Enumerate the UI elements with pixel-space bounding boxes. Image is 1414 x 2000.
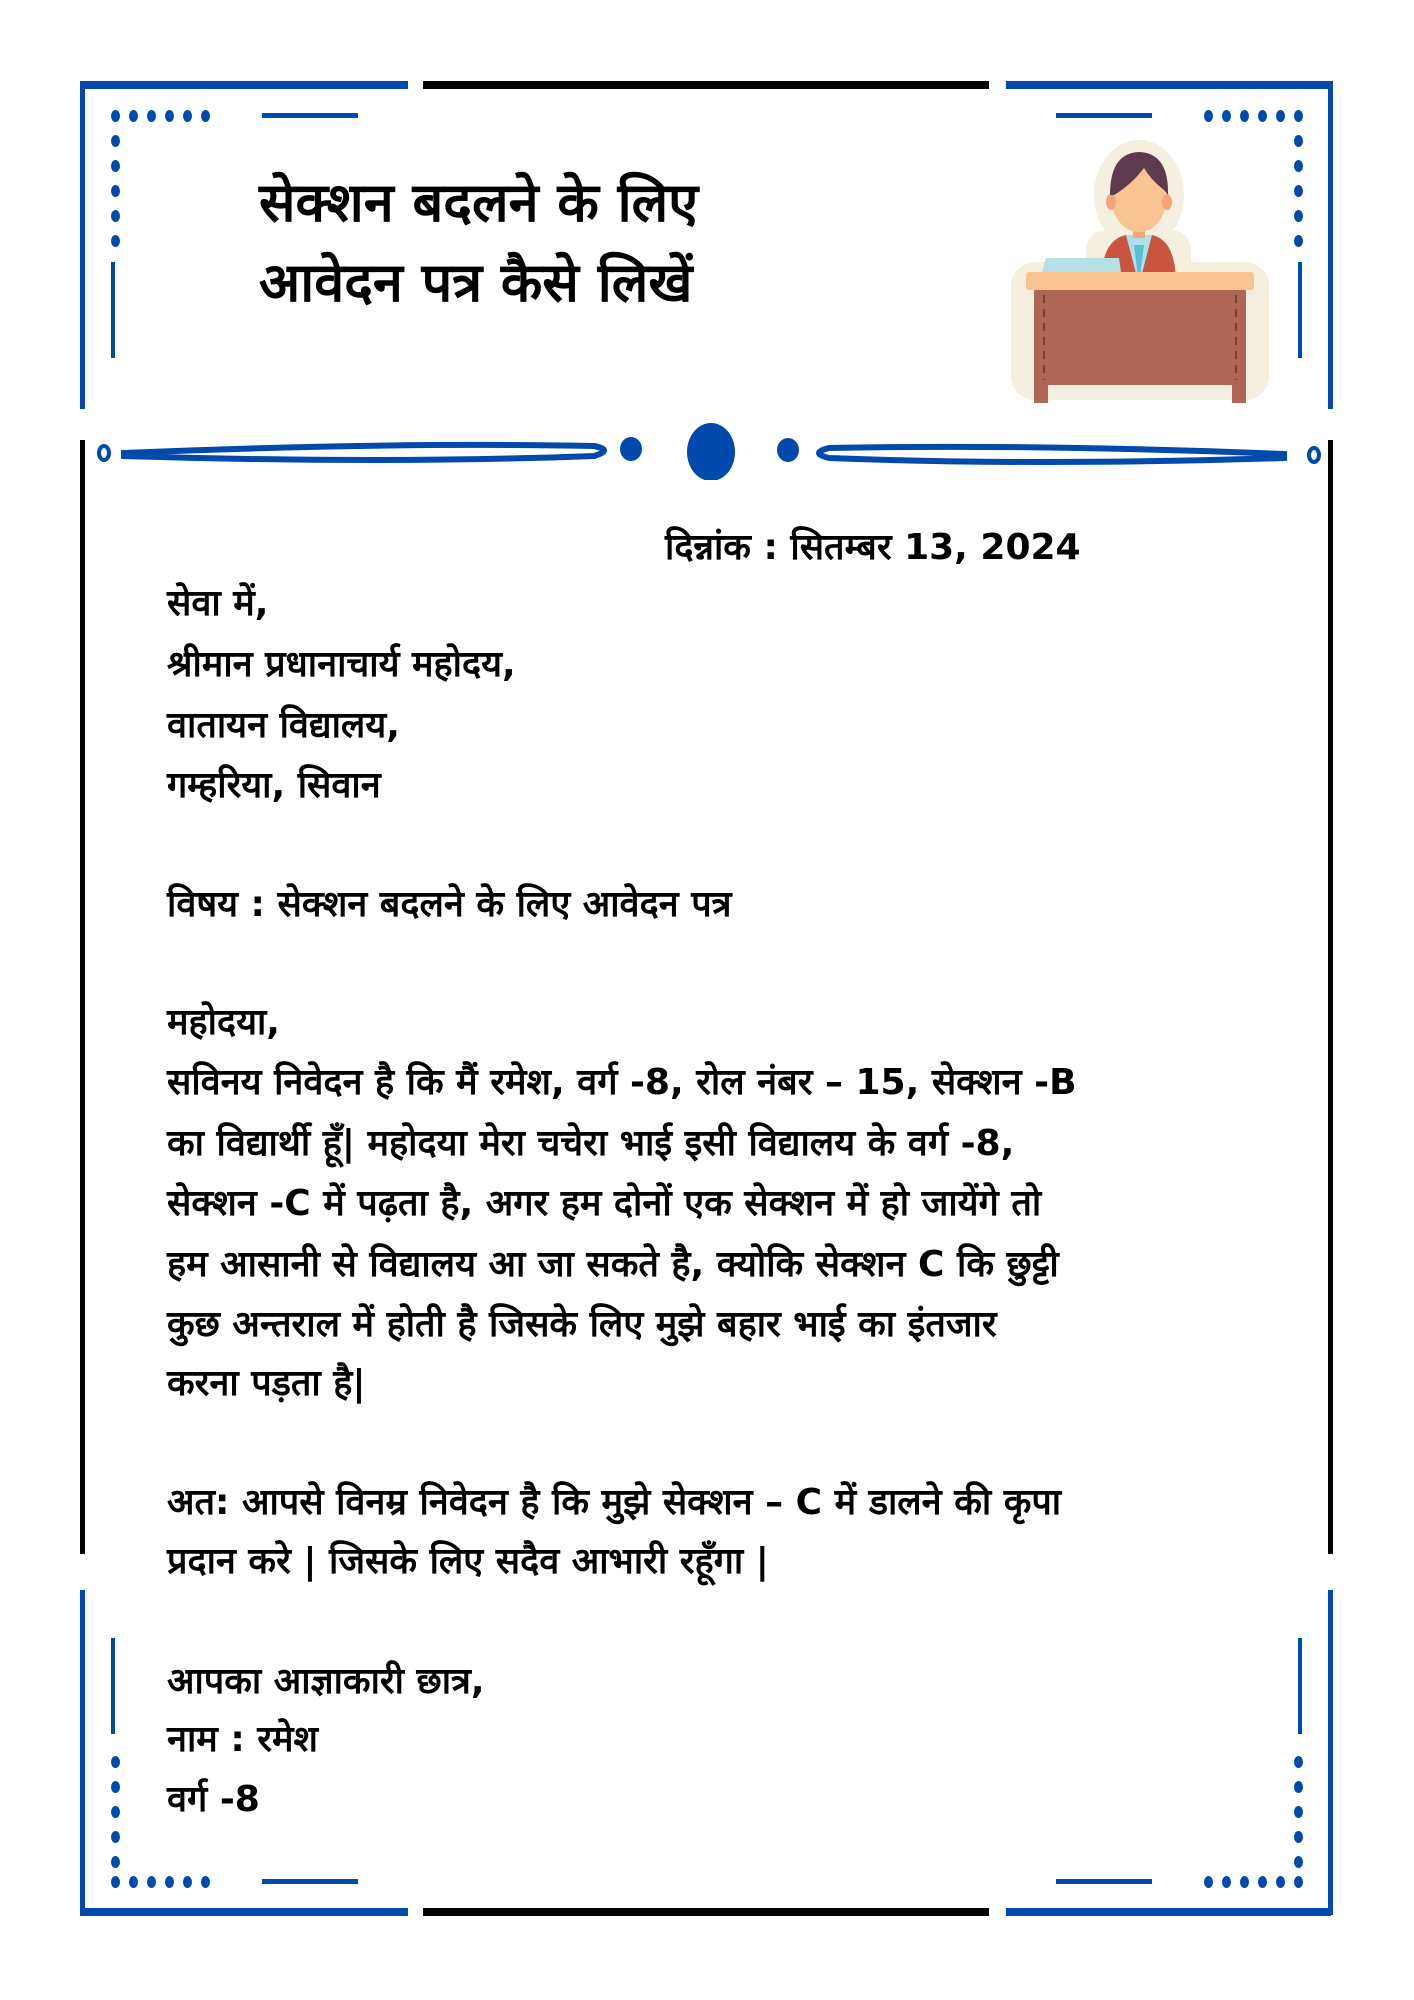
frame-left-upper [80, 81, 85, 409]
corner-dash [1056, 113, 1152, 118]
corner-dot [129, 110, 138, 122]
corner-dot [129, 1876, 138, 1888]
body-line: सविनय निवेदन है कि मैं रमेश, वर्ग -8, रोल नंबर – 15, सेक्शन -B [167, 1062, 1077, 1103]
letter-date: दिन्नांक : सितम्बर 13, 2024 [665, 527, 1081, 568]
page-title-line-1: सेक्शन बदलने के लिए [259, 171, 699, 234]
body-line: का विद्यार्थी हूँ| महोदया मेरा चचेरा भाई इसी विद्यालय के वर्ग -8, [167, 1123, 1015, 1164]
corner-dash [262, 1879, 358, 1884]
corner-dot [165, 110, 174, 122]
corner-vline [111, 1638, 115, 1734]
body-line: सेक्शन -C में पढ़ता है, अगर हम दोनों एक सेक्शन में हो जायेंगे तो [167, 1183, 1042, 1224]
body-line: हम आसानी से विद्यालय आ जा सकते है, क्योकि सेक्शन C कि छुट्टी [167, 1244, 1059, 1285]
corner-dot [1204, 110, 1213, 122]
corner-dot [111, 1876, 120, 1888]
corner-dot [1240, 1876, 1249, 1888]
decorative-divider [84, 420, 1334, 480]
request-line: प्रदान करे | जिसके लिए सदैव आभारी रहूँगा | [167, 1541, 769, 1582]
corner-dot [1294, 235, 1303, 247]
corner-vline [111, 262, 115, 358]
frame-bottom-center [423, 1908, 989, 1916]
corner-dot [1294, 1876, 1303, 1888]
address-line: गम्हरिया, सिवान [167, 765, 381, 806]
corner-dot [1276, 1876, 1285, 1888]
letter-subject: विषय : सेक्शन बदलने के लिए आवेदन पत्र [167, 884, 732, 925]
corner-dot [1294, 1781, 1303, 1793]
frame-left-middle [80, 440, 85, 1554]
corner-dot [165, 1876, 174, 1888]
corner-dot [1294, 135, 1303, 147]
address-line: श्रीमान प्रधानाचार्य महोदय, [167, 644, 516, 685]
corner-vline [1298, 262, 1302, 358]
closing-line: वर्ग -8 [167, 1779, 260, 1820]
frame-right-lower [1328, 1590, 1333, 1915]
corner-dot [1276, 110, 1285, 122]
corner-dot [147, 110, 156, 122]
corner-dot [147, 1876, 156, 1888]
frame-right-middle [1328, 440, 1333, 1554]
frame-bottom-right [1006, 1908, 1331, 1916]
letter-salutation: महोदया, [167, 1002, 280, 1043]
corner-dot [1240, 110, 1249, 122]
corner-dot [1294, 1806, 1303, 1818]
corner-dot [111, 1781, 120, 1793]
corner-dot [111, 160, 120, 172]
corner-dot [111, 110, 120, 122]
corner-dot [1294, 110, 1303, 122]
closing-line: आपका आज्ञाकारी छात्र, [167, 1661, 485, 1702]
corner-dot [1294, 1856, 1303, 1868]
frame-top-center [423, 81, 989, 89]
frame-right-upper [1328, 81, 1333, 409]
corner-dot [183, 1876, 192, 1888]
corner-dot [1294, 1756, 1303, 1768]
corner-dot [1204, 1876, 1213, 1888]
corner-dot [111, 135, 120, 147]
corner-dot [111, 1756, 120, 1768]
teacher-at-desk-icon [1006, 140, 1274, 410]
corner-vline [1298, 1638, 1302, 1734]
body-line: करना पड़ता है| [167, 1363, 366, 1404]
frame-top-left [80, 81, 408, 89]
corner-dot [201, 1876, 210, 1888]
corner-dash [262, 113, 358, 118]
page-title-line-2: आवेदन पत्र कैसे लिखें [259, 251, 693, 314]
frame-left-lower [80, 1590, 85, 1915]
address-line: सेवा में, [167, 583, 269, 624]
corner-dot [111, 1856, 120, 1868]
corner-dot [111, 235, 120, 247]
corner-dot [1294, 210, 1303, 222]
corner-dot [1294, 1831, 1303, 1843]
frame-bottom-left [80, 1908, 408, 1916]
corner-dot [111, 1806, 120, 1818]
corner-dot [1222, 110, 1231, 122]
corner-dot [183, 110, 192, 122]
corner-dot [1258, 1876, 1267, 1888]
corner-dot [201, 110, 210, 122]
body-line: कुछ अन्तराल में होती है जिसके लिए मुझे बहार भाई का इंतजार [167, 1304, 997, 1345]
address-line: वातायन विद्यालय, [167, 705, 400, 746]
corner-dot [1294, 160, 1303, 172]
corner-dot [1294, 185, 1303, 197]
corner-dot [111, 1831, 120, 1843]
closing-line: नाम : रमेश [167, 1719, 319, 1760]
corner-dot [111, 210, 120, 222]
corner-dot [1258, 110, 1267, 122]
frame-top-right [1006, 81, 1331, 89]
corner-dash [1056, 1879, 1152, 1884]
request-line: अत: आपसे विनम्र निवेदन है कि मुझे सेक्शन – C में डालने की कृपा [167, 1482, 1062, 1523]
corner-dot [1222, 1876, 1231, 1888]
corner-dot [111, 185, 120, 197]
